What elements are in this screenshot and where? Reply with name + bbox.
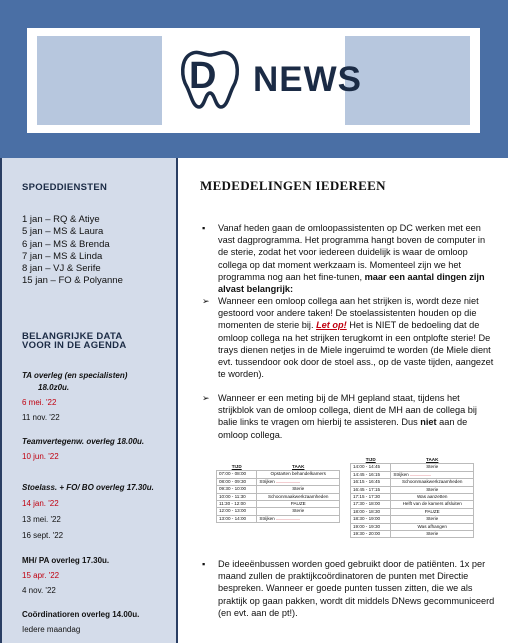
table-cell: Opstarten behandelkamers: [257, 471, 340, 478]
table-cell: Sterie: [257, 508, 340, 515]
table-cell: 14:45 - 16:15: [351, 471, 391, 478]
table-row: [217, 508, 340, 515]
table-cell: 13:00 - 14:00: [217, 515, 257, 522]
main-content: [178, 158, 508, 643]
table-cell: Was afhangen: [391, 523, 474, 530]
bullet-square-icon: ▪: [202, 223, 206, 233]
table-cell-text: Strijken: [259, 478, 275, 484]
dnews-logo: [165, 36, 362, 125]
duty-item: 15 jan – FO & Polyanne: [22, 275, 123, 287]
agenda-coord: [22, 609, 139, 636]
duty-item: 1 jan – RQ & Atiye: [22, 214, 100, 225]
agenda-date: 4 nov. '22: [22, 586, 56, 595]
duty-item: 5 jan – MS & Laura: [22, 226, 104, 238]
paragraph-bold: niet: [420, 417, 437, 428]
duties-list: [22, 214, 123, 288]
agenda-date: 10 jun. '22: [22, 452, 59, 461]
table-row: [351, 471, 474, 478]
paragraph: Wanneer er een meting bij de MH gepland staat, tijdens het strijkblok van de omloop collega, dient de MH aan de collega bij balie links te vragen om hierbij te assisteren. Dus: [218, 393, 477, 428]
logo-letter: D: [189, 55, 217, 97]
table-cell: Sterie: [391, 516, 474, 523]
table-cell: Was aanzetten: [391, 494, 474, 501]
table-cell: 11:30 - 12:00: [217, 501, 257, 508]
agenda-ta: [22, 370, 127, 424]
arrow-bullet-icon: ➢: [202, 393, 210, 403]
announcement-1: [200, 222, 496, 295]
paragraph: aan de omloop collega.: [218, 417, 468, 440]
table-row: [351, 531, 474, 538]
announcement-2: [200, 295, 496, 380]
table-cell: 17:30 - 18:00: [351, 501, 391, 508]
banner-panel-right: [345, 36, 470, 125]
table-cell: [391, 471, 474, 478]
table-row: [351, 486, 474, 493]
table-cell: Sterie: [391, 531, 474, 538]
table-cell: [257, 478, 340, 485]
duty-item: 7 jan – MS & Linda: [22, 250, 103, 262]
table-cell: 16:15 - 16:45: [351, 479, 391, 486]
agenda-stoel-title: Stoelass. + FO/ BO overleg 17.30u.: [22, 483, 154, 492]
table-row: [351, 508, 474, 515]
table-cell: 18:30 - 19:00: [351, 516, 391, 523]
table-cell: PAUZE: [391, 508, 474, 515]
table-cell: 19:00 - 19:30: [351, 523, 391, 530]
agenda-title-line: BELANGRIJKE DATA: [22, 331, 123, 342]
table-cell: 07:00 - 08:00: [217, 471, 257, 478]
header-banner: [0, 0, 508, 160]
agenda-mh: [22, 555, 109, 597]
arrow-bullet-icon: ➢: [202, 296, 210, 306]
table-row: [217, 486, 340, 493]
table-row: [351, 516, 474, 523]
table-cell: 18:00 - 18:30: [351, 508, 391, 515]
table-row: [351, 479, 474, 486]
table-row: [217, 493, 340, 500]
agenda-ta-title: TA overleg (en specialisten): [22, 371, 128, 380]
paragraph: Het is NIET de bedoeling dat de omloop collega na het strijken terugkomt in een ontplofte sterie! De trays dienen netjes in de Miele ingeruimd te worden (de Miele dient evt. tussendoor ook door de stoel ass., op de vaste tijden, aangezet te worden).: [218, 320, 494, 380]
banner-frame: [27, 28, 480, 133]
paragraph: Vanaf heden gaan de omloopassistenten op DC werken met een vast dagprogramma. Het programma hangt boven de computer in de sterie, zodat het voor iedereen duidelijk is waar de omloop collega op dat moment werkzaam is. Momenteel zijn we het programma nog aan het fine-tunen,: [218, 223, 486, 282]
table-cell-text: Strijken: [393, 471, 409, 477]
table-cell: 19:30 - 20:00: [351, 531, 391, 538]
agenda-date: Iedere maandag: [22, 625, 81, 634]
agenda-date: 14 jan. '22: [22, 499, 59, 508]
table-cell: 17:15 - 17:30: [351, 494, 391, 501]
table-row: [351, 523, 474, 530]
agenda-mh-title: MH/ PA overleg 17.30u.: [22, 556, 110, 565]
table-cell: [257, 515, 340, 522]
table-header: TIJD: [365, 457, 376, 462]
table-cell: 08:00 - 09:30: [217, 478, 257, 485]
paragraph: De ideeënbussen worden goed gebruikt door de patiënten. 1x per maand zullen de praktijkcoördinatoren de punten met Directie bespreken. Wanneer er goede punten tussen zitten, die we als praktijk op gaan pakken, wordt dit middels DNews gecommuniceerd (en evt. aan de pt!).: [218, 559, 495, 618]
red-note-mark: ————————: [276, 516, 301, 521]
table-cell-text: Strijken: [259, 515, 275, 521]
table-cell: 10:00 - 11:30: [217, 493, 257, 500]
banner-panel-left: [37, 36, 162, 125]
table-cell: 16:45 - 17:15: [351, 486, 391, 493]
agenda-team: [22, 436, 144, 463]
red-note-mark: ————————: [276, 479, 301, 484]
agenda-date: 11 nov. '22: [22, 413, 60, 422]
table-row: [217, 471, 340, 478]
table-header: TAAK: [292, 464, 305, 469]
agenda-ta-time: 18.0z0u.: [38, 383, 70, 392]
agenda-date: 6 mei. '22: [22, 398, 57, 407]
table-cell: 12:00 - 13:00: [217, 508, 257, 515]
agenda-title-line: VOOR IN DE AGENDA: [22, 340, 127, 351]
agenda-coord-title: Coördinatioren overleg 14.00u.: [22, 610, 140, 619]
bullet-square-icon: ▪: [202, 559, 206, 569]
duty-item: 6 jan – MS & Brenda: [22, 238, 110, 250]
table-cell: Schoonmaakwerkzaamheden: [391, 479, 474, 486]
schedule-table-morning: [216, 464, 340, 523]
paragraph-bold: maar een aantal dingen zijn alvast belangrijk:: [218, 271, 485, 295]
table-cell: PAUZE: [257, 501, 340, 508]
table-header: TAAK: [426, 457, 439, 462]
agenda-date: 16 sept. '22: [22, 531, 64, 540]
table-cell: Sterie: [391, 486, 474, 493]
table-row: [351, 501, 474, 508]
agenda-team-title: Teamvertegenw. overleg 18.00u.: [22, 437, 145, 446]
emphasis-text: Let op!: [316, 320, 347, 331]
red-note-mark: ———————: [410, 472, 432, 477]
table-cell: 09:30 - 10:00: [217, 486, 257, 493]
table-cell: Sterie: [257, 486, 340, 493]
page-title: MEDEDELINGEN IEDEREEN: [200, 178, 386, 193]
announcement-4: [200, 558, 496, 619]
table-row: [217, 515, 340, 522]
agenda-title: [22, 332, 127, 350]
table-cell: Helft van de kamers afsluiten: [391, 501, 474, 508]
table-row: [351, 494, 474, 501]
schedule-table-evening: [350, 457, 474, 538]
table-cell: Sterie: [391, 464, 474, 471]
paragraph: Wanneer een omloop collega aan het strijken is, wordt deze niet gestoord voor andere taken! De stoelassistenten houden op die momenten de sterie bij.: [218, 296, 479, 331]
logo-word: NEWS: [253, 60, 362, 99]
duties-title: SPOEDDIENSTEN: [22, 182, 108, 193]
agenda-date: 15 apr. '22: [22, 571, 60, 580]
table-cell: Schoonmaakwerkzaamheden: [257, 493, 340, 500]
table-cell: 14:00 - 14:45: [351, 464, 391, 471]
table-row: [217, 478, 340, 485]
announcement-3: [200, 392, 496, 441]
duty-item: 8 jan – VJ & Serife: [22, 263, 101, 275]
agenda-date: 13 mei. '22: [22, 515, 61, 524]
table-row: [217, 501, 340, 508]
agenda-stoel: [22, 482, 154, 542]
table-row: [351, 464, 474, 471]
table-header: TIJD: [231, 464, 242, 469]
